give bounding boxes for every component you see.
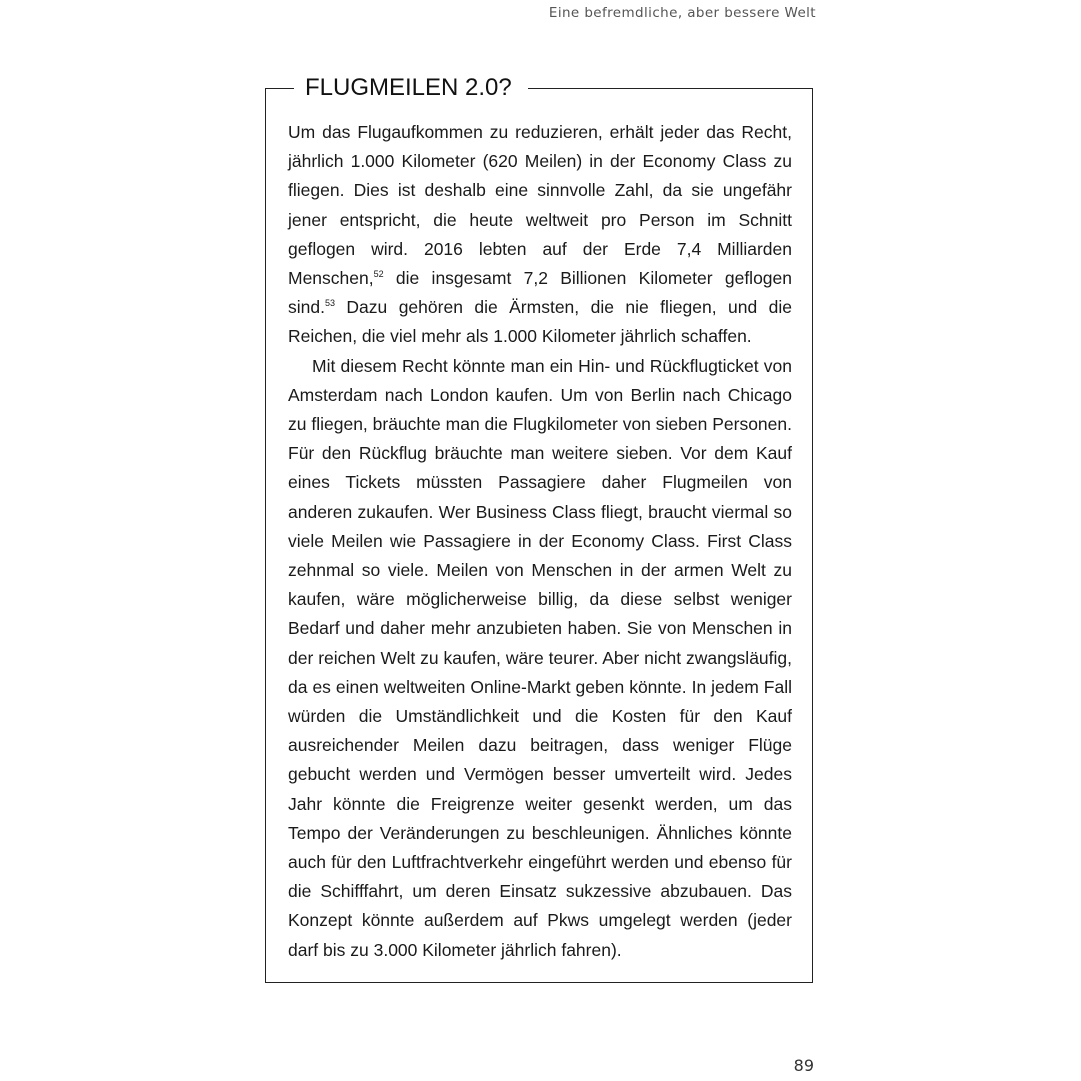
paragraph-1-text-a: Um das Flugaufkommen zu reduzieren, erhält jeder das Recht, jährlich 1.000 Kilometer (620 Meilen) in der Economy Class zu fliegen. Dies ist deshalb eine sinnvolle Zahl, da sie ungefähr jener entspricht, die heute weltweit pro Person im Schnitt geflogen wird. 2016 lebten auf der Erde 7,4 Milliarden Menschen,	[288, 122, 792, 289]
footnote-ref-53: 53	[324, 298, 335, 309]
page-number: 89	[793, 1056, 814, 1075]
box-title: FLUGMEILEN 2.0?	[294, 71, 528, 105]
box-body	[288, 118, 792, 965]
paragraph-1	[288, 118, 792, 352]
info-box	[265, 74, 813, 983]
paragraph-2: Mit diesem Recht könnte man ein Hin- und Rückflugticket von Amsterdam nach London kaufen. Um von Berlin nach Chicago zu fliegen, bräuchte man die Flugkilometer von sieben Personen. Für den Rückflug bräuchte man weitere sieben. Vor dem Kauf eines Tickets müssten Passagiere daher Flugmeilen von anderen zukaufen. Wer Business Class fliegt, braucht viermal so viele Meilen wie Passagiere in der Economy Class. First Class zehnmal so viele. Meilen von Menschen in der armen Welt zu kaufen, wäre möglicherweise billig, da diese selbst weniger Bedarf und daher mehr anzubieten haben. Sie von Menschen in der reichen Welt zu kaufen, wäre teurer. Aber nicht zwangsläufig, da es einen weltweiten Online-Markt geben könnte. In jedem Fall würden die Umständlichkeit und die Kosten für den Kauf ausreichender Meilen dazu beitragen, dass weniger Flüge gebucht werden und Vermögen besser umverteilt wird. Jedes Jahr könnte die Freigrenze weiter gesenkt werden, um das Tempo der Veränderungen zu beschleunigen. Ähnliches könnte auch für den Luftfrachtverkehr eingeführt werden und ebenso für die Schifffahrt, um deren Einsatz sukzessive abzubauen. Das Konzept könnte außerdem auf Pkws umgelegt werden (jeder darf bis zu 3.000 Kilometer jährlich fahren).	[288, 355, 792, 960]
running-header: Eine befremdliche, aber bessere Welt	[548, 5, 816, 21]
footnote-ref-52: 52	[373, 269, 384, 280]
paragraph-1-text-c: Dazu gehören die Ärmsten, die nie fliegen, und die Reichen, die viel mehr als 1.000 Kilometer jährlich schaffen.	[288, 297, 792, 347]
paragraph-1-text-b: die insgesamt 7,2 Billionen Kilometer geflogen sind.	[288, 268, 792, 318]
